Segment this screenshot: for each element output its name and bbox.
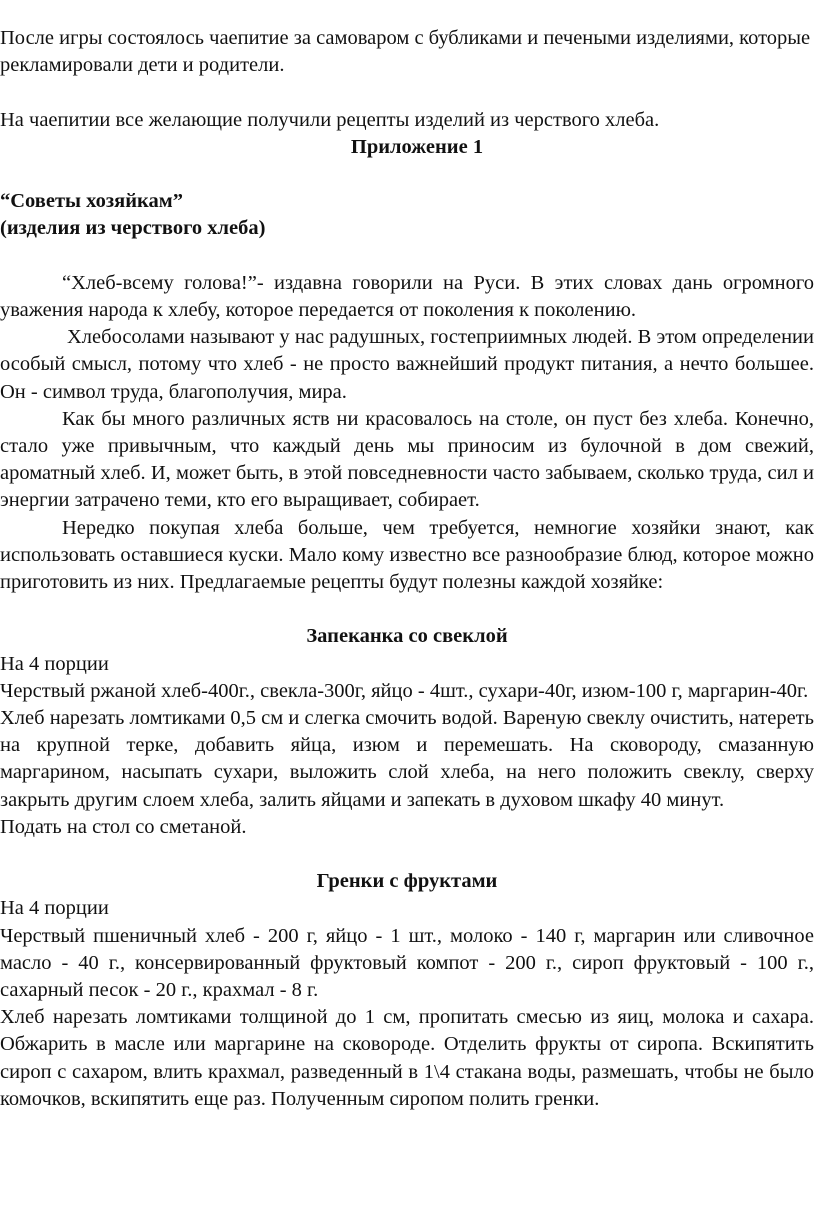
spacer bbox=[0, 596, 814, 623]
recipe-1-ingredients: Черствый ржаной хлеб-400г., свекла-300г, яйцо - 4шт., сухари-40г, изюм-100 г, маргарин-40г. bbox=[0, 679, 809, 702]
appendix-title: Приложение 1 bbox=[350, 135, 484, 158]
recipe-2-method: Хлеб нарезать ломтиками толщиной до 1 см, пропитать смесью из яиц, молока и сахара. Обжарить в масле или маргарине на сковороде. Отделить фрукты от сиропа. Вскипятить сироп с сахаром, влить крахмал, разведенный в 1\4 стакана воды, размешать, чтобы не было комочков, вскипятить еще раз. Полученным сиропом полить гренки. bbox=[0, 1006, 814, 1110]
body-paragraph-4: Нередко покупая хлеба больше, чем требуется, немногие хозяйки знают, как использовать оставшиеся куски. Мало кому известно все разнообразие блюд, которое можно приготовить из них. Предлагаемые рецепты будут полезны каждой хозяйке: bbox=[0, 516, 814, 594]
recipe-1-portions: На 4 порции bbox=[0, 652, 109, 675]
spacer bbox=[0, 79, 814, 106]
recipe-2-title: Гренки с фруктами bbox=[316, 870, 498, 893]
recipe-1-title: Запеканка со свеклой bbox=[306, 625, 508, 648]
recipe-1-serve: Подать на стол со сметаной. bbox=[0, 815, 247, 838]
body-paragraph-3: Как бы много различных яств ни красовалось на столе, он пуст без хлеба. Конечно, стало уже привычным, что каждый день мы приносим из булочной в дом свежий, ароматный хлеб. И, может быть, в этой повседневности часто забываем, сколько труда, сил и энергии затрачено теми, кто его выращивает, собирает. bbox=[0, 407, 814, 512]
intro-paragraph-1: После игры состоялось чаепитие за самоваром с бубликами и печеными изделиями, которые рекламировали дети и родители. bbox=[0, 27, 811, 77]
spacer bbox=[0, 841, 814, 868]
recipe-2-portions: На 4 порции bbox=[0, 897, 109, 920]
section-title-line-1: “Советы хозяйкам” bbox=[0, 190, 183, 213]
recipe-1-method: Хлеб нарезать ломтиками 0,5 см и слегка смочить водой. Вареную свеклу очистить, натереть на крупной терке, добавить яйца, изюм и перемешать. На сковороду, смазанную маргарином, насыпать сухари, выложить слой хлеба, на него положить свеклу, сверху закрыть другим слоем хлеба, залить яйцами и запекать в духовом шкафу 40 минут. bbox=[0, 707, 814, 811]
section-title-line-2: (изделия из черствого хлеба) bbox=[0, 217, 266, 240]
spacer bbox=[0, 161, 814, 188]
spacer bbox=[0, 243, 814, 270]
recipe-2-ingredients: Черствый пшеничный хлеб - 200 г, яйцо - 1 шт., молоко - 140 г, маргарин или сливочное масло - 40 г., консервированный фруктовый компот - 200 г., сироп фруктовый - 100 г., сахарный песок - 20 г., крахмал - 8 г. bbox=[0, 924, 814, 1002]
body-paragraph-2: Хлебосолами называют у нас радушных, гостеприимных людей. В этом определении особый смысл, потому что хлеб - не просто важнейший продукт питания, а нечто большее. Он - символ труда, благополучия, мира. bbox=[0, 326, 814, 403]
body-paragraph-1: “Хлеб-всему голова!”- издавна говорили на Руси. В этих словах дань огромного уважения народа к хлебу, которое передается от поколения к поколению. bbox=[0, 271, 814, 321]
intro-paragraph-2: На чаепитии все желающие получили рецепты изделий из черствого хлеба. bbox=[0, 108, 660, 131]
